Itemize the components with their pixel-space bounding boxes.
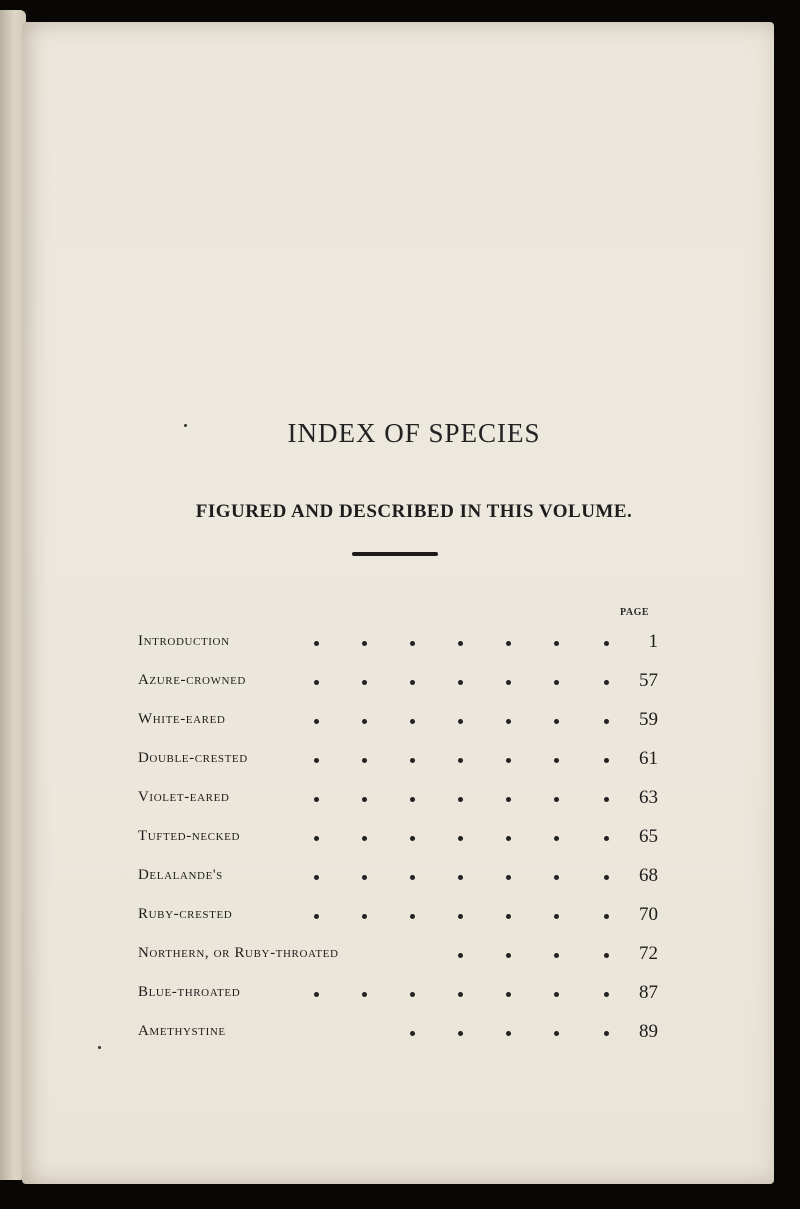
leader-dots <box>314 875 614 881</box>
leader-dots <box>314 797 614 803</box>
entry-page: 87 <box>639 982 658 1003</box>
index-entry <box>138 778 658 817</box>
entry-label: Violet-eared <box>138 789 230 805</box>
entry-label: Double-crested <box>138 750 248 766</box>
entry-page: 63 <box>639 787 658 808</box>
entry-page: 65 <box>639 826 658 847</box>
index-entry <box>138 973 658 1012</box>
index-title: INDEX OF SPECIES <box>287 418 541 448</box>
entry-page: 57 <box>639 670 658 691</box>
entry-page: 59 <box>639 709 658 730</box>
leader-dots <box>314 1031 614 1037</box>
entry-label: Ruby-crested <box>138 906 233 922</box>
leader-dots <box>314 680 614 686</box>
ink-speck <box>98 1046 101 1049</box>
index-entry <box>138 856 658 895</box>
index-entries <box>138 622 658 1051</box>
decorative-rule <box>352 552 438 556</box>
entry-label: Northern, or Ruby-throated <box>138 945 339 961</box>
entry-label: White-eared <box>138 711 226 727</box>
book-page <box>22 22 774 1184</box>
index-entry <box>138 739 658 778</box>
leader-dots <box>314 836 614 842</box>
leader-dots <box>314 758 614 764</box>
entry-label: Amethystine <box>138 1023 226 1039</box>
entry-page: 89 <box>639 1021 658 1042</box>
index-entry <box>138 817 658 856</box>
leader-dots <box>314 992 614 998</box>
entry-label: Blue-throated <box>138 984 241 1000</box>
index-entry <box>138 700 658 739</box>
ink-speck <box>184 424 187 427</box>
page-column-label: PAGE <box>620 607 650 618</box>
entry-label: Azure-crowned <box>138 672 246 688</box>
index-entry <box>138 1012 658 1051</box>
entry-page: 72 <box>639 943 658 964</box>
index-entry <box>138 934 658 973</box>
entry-page: 70 <box>639 904 658 925</box>
entry-label: Introduction <box>138 633 230 649</box>
leader-dots <box>314 719 614 725</box>
index-entry <box>138 895 658 934</box>
leader-dots <box>314 641 614 647</box>
entry-page: 61 <box>639 748 658 769</box>
entry-page: 68 <box>639 865 658 886</box>
index-subtitle: FIGURED AND DESCRIBED IN THIS VOLUME. <box>195 501 633 522</box>
index-entry <box>138 622 658 661</box>
index-entry <box>138 661 658 700</box>
entry-page: 1 <box>648 631 658 652</box>
leader-dots <box>314 953 614 959</box>
leader-dots <box>314 914 614 920</box>
entry-label: Delalande's <box>138 867 223 883</box>
entry-label: Tufted-necked <box>138 828 241 844</box>
